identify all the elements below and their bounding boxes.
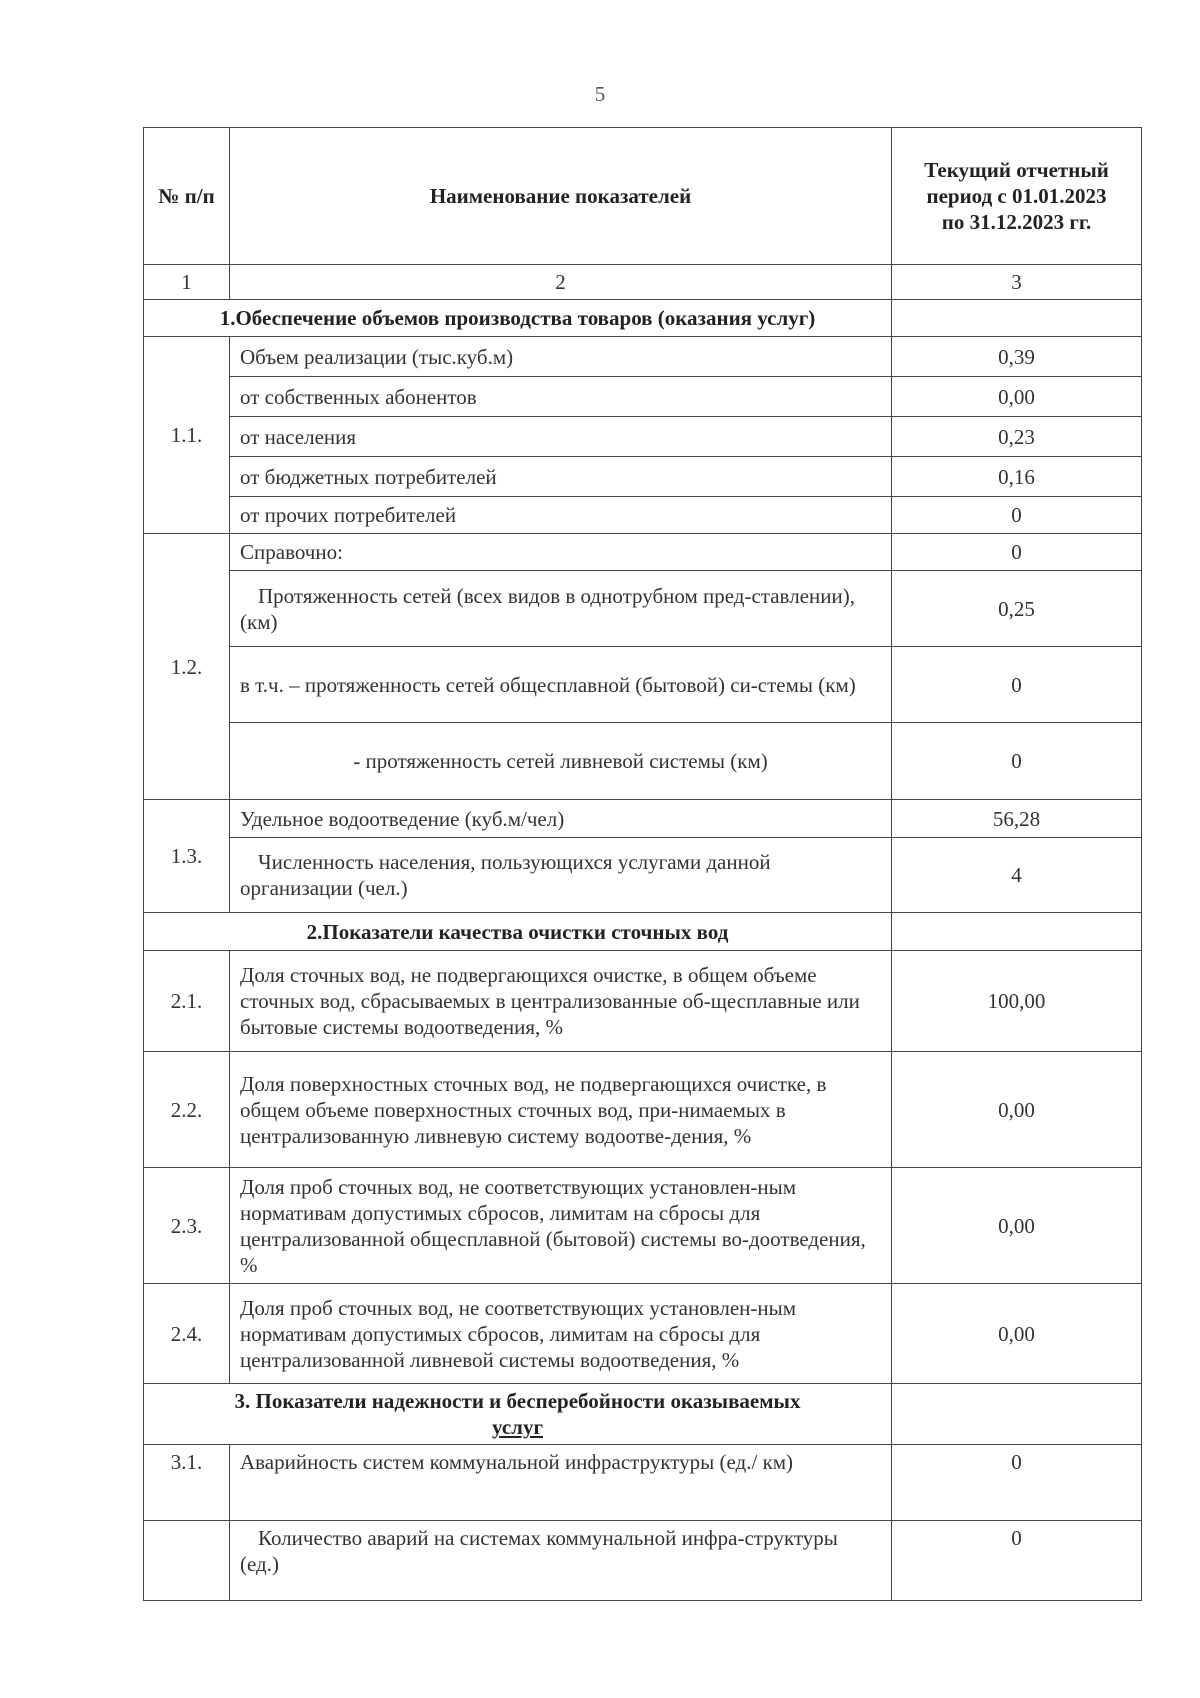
row-number-1-3: 1.3. [144, 800, 230, 913]
table-row [144, 1168, 1142, 1284]
table-row [144, 838, 1142, 913]
row-name: Доля проб сточных вод, не соответствующих установлен-ным нормативам допустимых сбросов, лимитам на сбросы для централизованной общесплавной (бытовой) системы во-доотведения, % [230, 1168, 892, 1284]
table-row [144, 1521, 1142, 1601]
row-name: Численность населения, пользующихся услугами данной организации (чел.) [230, 838, 892, 913]
row-name: Количество аварий на системах коммунальной инфра-структуры (ед.) [230, 1521, 892, 1601]
row-number-1-2: 1.2. [144, 534, 230, 800]
row-name: в т.ч. – протяженность сетей общесплавной (бытовой) си-стемы (км) [230, 647, 892, 723]
table-row [144, 1284, 1142, 1384]
column-number-3: 3 [892, 265, 1142, 300]
row-value: 0 [892, 534, 1142, 571]
row-name: Протяженность сетей (всех видов в однотрубном пред-ставлении), (км) [230, 571, 892, 647]
section-3-title-line-2: услуг [492, 1415, 543, 1439]
row-value: 0 [892, 497, 1142, 534]
header-col-number: № п/п [144, 128, 230, 265]
row-value: 56,28 [892, 800, 1142, 838]
row-number: 2.2. [144, 1052, 230, 1168]
row-value: 0,39 [892, 337, 1142, 377]
row-name: Справочно: [230, 534, 892, 571]
section-3-title-line-1: 3. Показатели надежности и бесперебойности оказываемых [234, 1389, 801, 1413]
section-1-title: 1.Обеспечение объемов производства товаров (оказания услуг) [144, 300, 892, 337]
header-period-line-3: по 31.12.2023 гг. [941, 210, 1092, 234]
table-row [144, 800, 1142, 838]
table-row [144, 571, 1142, 647]
table-row [144, 457, 1142, 497]
row-name: от бюджетных потребителей [230, 457, 892, 497]
column-number-1: 1 [144, 265, 230, 300]
table-row [144, 377, 1142, 417]
section-3-value [892, 1384, 1142, 1445]
row-value: 0,16 [892, 457, 1142, 497]
row-number: 2.3. [144, 1168, 230, 1284]
page-number: 5 [594, 82, 606, 106]
row-number [144, 1521, 230, 1601]
row-value: 100,00 [892, 951, 1142, 1052]
table-row [144, 534, 1142, 571]
table-row [144, 1052, 1142, 1168]
row-value: 4 [892, 838, 1142, 913]
table-row [144, 497, 1142, 534]
table-row [144, 337, 1142, 377]
row-name: от населения [230, 417, 892, 457]
row-value: 0 [892, 647, 1142, 723]
row-value: 0 [892, 1521, 1142, 1601]
row-name: Аварийность систем коммунальной инфраструктуры (ед./ км) [230, 1445, 892, 1521]
row-number: 3.1. [144, 1445, 230, 1521]
row-name: от прочих потребителей [230, 497, 892, 534]
header-col-period [892, 128, 1142, 265]
row-name: - протяженность сетей ливневой системы (км) [230, 723, 892, 800]
row-name: Доля проб сточных вод, не соответствующих установлен-ным нормативам допустимых сбросов, лимитам на сбросы для централизованной ливневой системы водоотведения, % [230, 1284, 892, 1384]
row-number: 2.1. [144, 951, 230, 1052]
header-period-line-1: Текущий отчетный [924, 158, 1109, 182]
row-number-1-1: 1.1. [144, 337, 230, 534]
table-row [144, 647, 1142, 723]
section-1-row [144, 300, 1142, 337]
header-col-name: Наименование показателей [230, 128, 892, 265]
row-name: Объем реализации (тыс.куб.м) [230, 337, 892, 377]
indicators-table [143, 127, 1142, 1601]
row-name: Доля сточных вод, не подвергающихся очистке, в общем объеме сточных вод, сбрасываемых в централизованные об-щесплавные или бытовые системы водоотведения, % [230, 951, 892, 1052]
row-value: 0 [892, 723, 1142, 800]
column-numbers-row [144, 265, 1142, 300]
row-value: 0,00 [892, 1052, 1142, 1168]
row-value: 0,00 [892, 377, 1142, 417]
table-row [144, 417, 1142, 457]
section-3-row [144, 1384, 1142, 1445]
table-row [144, 1445, 1142, 1521]
row-value: 0,23 [892, 417, 1142, 457]
section-2-row [144, 913, 1142, 951]
row-name: Доля поверхностных сточных вод, не подвергающихся очистке, в общем объеме поверхностных сточных вод, при-нимаемых в централизованную ливневую систему водоотве-дения, % [230, 1052, 892, 1168]
row-number: 2.4. [144, 1284, 230, 1384]
row-name: от собственных абонентов [230, 377, 892, 417]
section-2-title: 2.Показатели качества очистки сточных вод [144, 913, 892, 951]
section-2-value [892, 913, 1142, 951]
row-value: 0,00 [892, 1168, 1142, 1284]
row-name: Удельное водоотведение (куб.м/чел) [230, 800, 892, 838]
section-1-value [892, 300, 1142, 337]
row-value: 0,00 [892, 1284, 1142, 1384]
section-3-title [144, 1384, 892, 1445]
table-row [144, 723, 1142, 800]
table-row [144, 951, 1142, 1052]
row-value: 0 [892, 1445, 1142, 1521]
column-number-2: 2 [230, 265, 892, 300]
table-header-row [144, 128, 1142, 265]
row-value: 0,25 [892, 571, 1142, 647]
header-period-line-2: период с 01.01.2023 [926, 184, 1107, 208]
